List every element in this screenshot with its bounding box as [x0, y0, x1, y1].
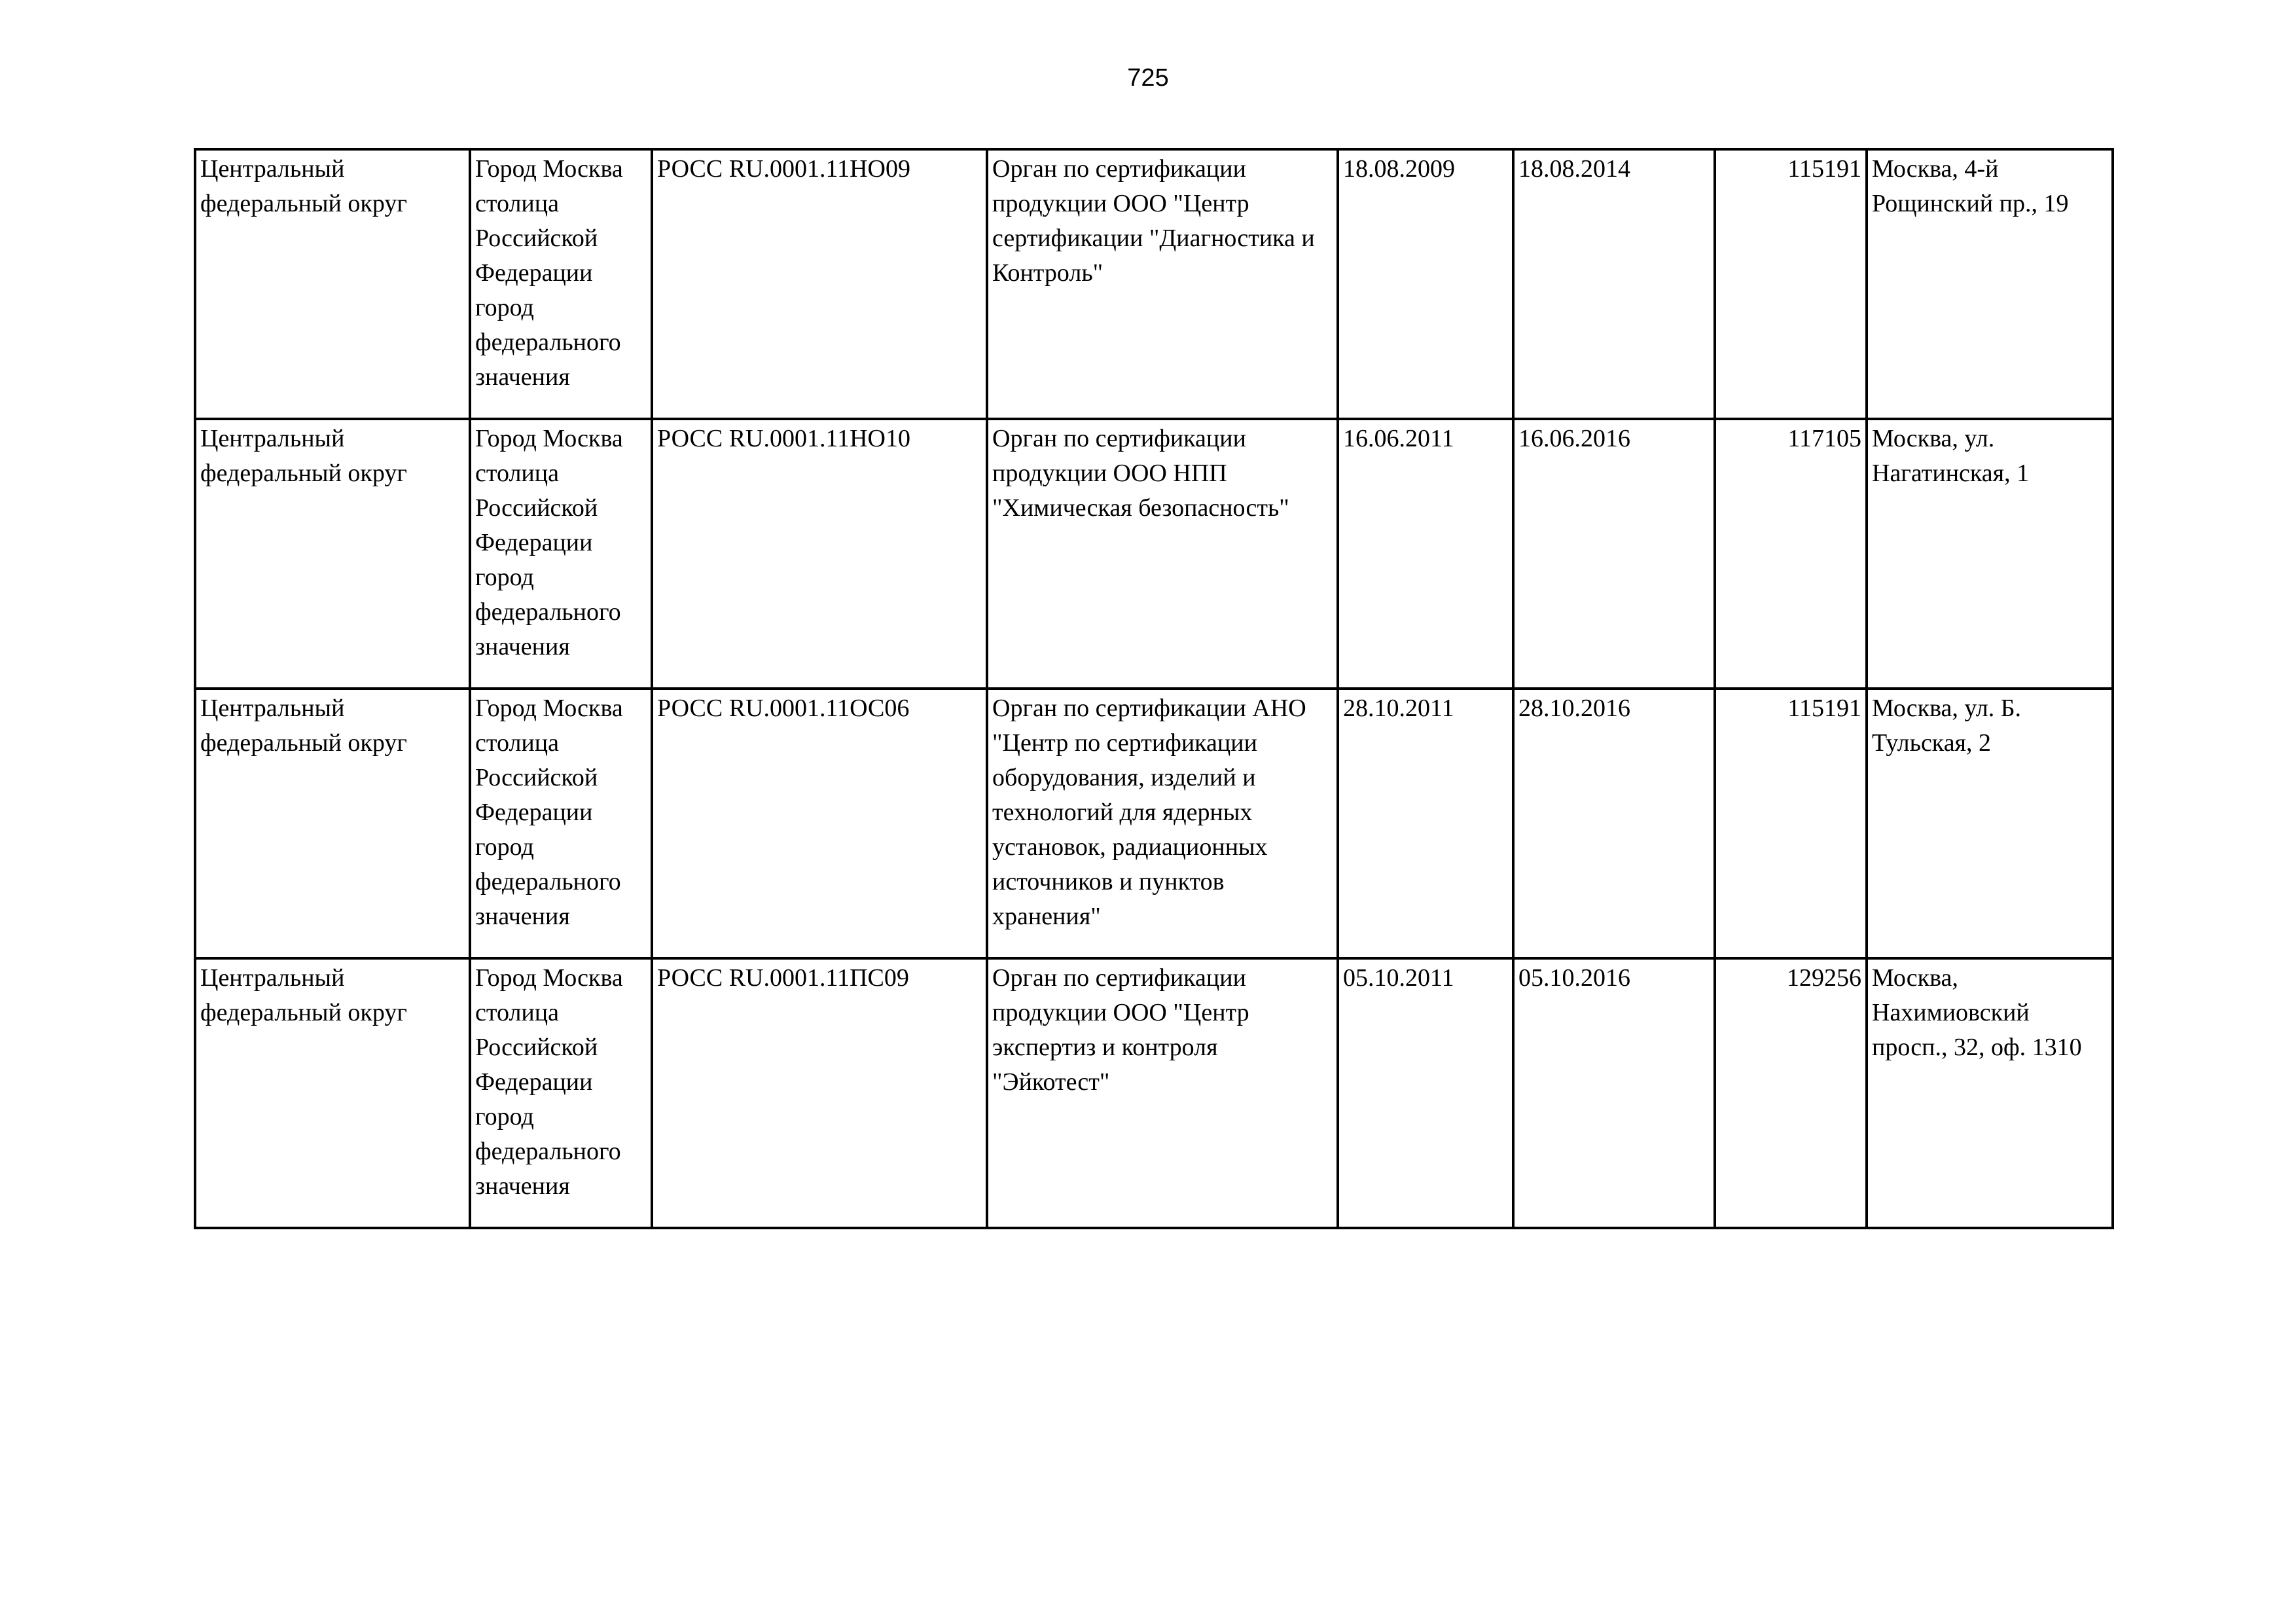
district-cell: Центральный федеральный округ — [195, 689, 470, 958]
table-row — [195, 149, 2113, 419]
zip-cell: 115191 — [1715, 149, 1867, 419]
region-cell: Город Москва столица Российской Федерации город федерального значения — [470, 419, 652, 689]
address-cell: Москва, ул. Нагатинская, 1 — [1867, 419, 2113, 689]
zip-cell: 129256 — [1715, 958, 1867, 1228]
page-number: 725 — [1127, 64, 1169, 92]
date-from-cell: 16.06.2011 — [1338, 419, 1513, 689]
region-cell: Город Москва столица Российской Федерации город федерального значения — [470, 958, 652, 1228]
organization-cell: Орган по сертификации продукции ООО "Центр сертификации "Диагностика и Контроль" — [987, 149, 1338, 419]
district-cell: Центральный федеральный округ — [195, 149, 470, 419]
reg-number-cell: РОСС RU.0001.11ОС06 — [652, 689, 987, 958]
table-row — [195, 689, 2113, 958]
date-from-cell: 28.10.2011 — [1338, 689, 1513, 958]
date-to-cell: 16.06.2016 — [1513, 419, 1715, 689]
organization-cell: Орган по сертификации продукции ООО "Центр экспертиз и контроля "Эйкотест" — [987, 958, 1338, 1228]
district-cell: Центральный федеральный округ — [195, 419, 470, 689]
address-cell: Москва, ул. Б. Тульская, 2 — [1867, 689, 2113, 958]
certification-bodies-table — [194, 148, 2114, 1229]
region-cell: Город Москва столица Российской Федерации город федерального значения — [470, 689, 652, 958]
reg-number-cell: РОСС RU.0001.11НО10 — [652, 419, 987, 689]
organization-cell: Орган по сертификации АНО "Центр по сертификации оборудования, изделий и технологий для ядерных установок, радиационных источников и пунктов хранения" — [987, 689, 1338, 958]
date-to-cell: 18.08.2014 — [1513, 149, 1715, 419]
date-from-cell: 05.10.2011 — [1338, 958, 1513, 1228]
date-from-cell: 18.08.2009 — [1338, 149, 1513, 419]
table-row — [195, 419, 2113, 689]
address-cell: Москва, Нахимиовский просп., 32, оф. 1310 — [1867, 958, 2113, 1228]
region-cell: Город Москва столица Российской Федерации город федерального значения — [470, 149, 652, 419]
organization-cell: Орган по сертификации продукции ООО НПП "Химическая безопасность" — [987, 419, 1338, 689]
zip-cell: 117105 — [1715, 419, 1867, 689]
reg-number-cell: РОСС RU.0001.11ПС09 — [652, 958, 987, 1228]
zip-cell: 115191 — [1715, 689, 1867, 958]
district-cell: Центральный федеральный округ — [195, 958, 470, 1228]
date-to-cell: 05.10.2016 — [1513, 958, 1715, 1228]
table-row — [195, 958, 2113, 1228]
address-cell: Москва, 4-й Рощинский пр., 19 — [1867, 149, 2113, 419]
date-to-cell: 28.10.2016 — [1513, 689, 1715, 958]
reg-number-cell: РОСС RU.0001.11НО09 — [652, 149, 987, 419]
